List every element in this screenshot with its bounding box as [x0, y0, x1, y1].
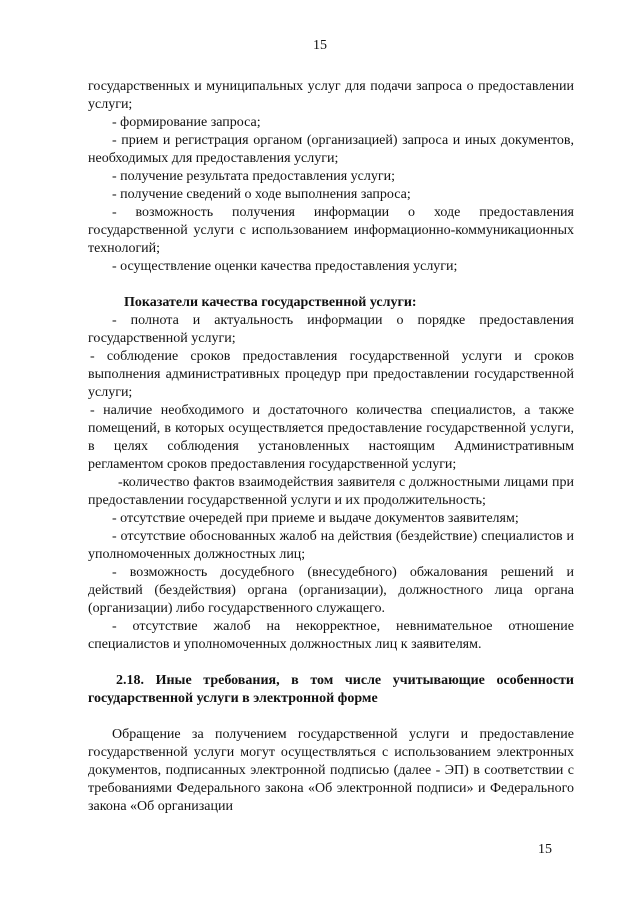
paragraph-continuation: государственных и муниципальных услуг для подачи запроса о предоставлении услуги; [88, 79, 574, 112]
page-number-bottom: 15 [538, 842, 552, 857]
list-item: - наличие необходимого и достаточного количества специалистов, а также помещений, в которых осуществляется предоставление государственной услуги, в целях соблюдения установленных настоящим Административным регламентом сроков предоставления государственной услуги; [88, 403, 574, 472]
section-title-2-18: 2.18. Иные требования, в том числе учитывающие особенности государственной услуги в электронной форме [88, 673, 574, 706]
page-number-top: 15 [313, 38, 327, 53]
list-item: - возможность получения информации о ходе предоставления государственной услуги с использованием информационно-коммуникационных технологий; [88, 205, 574, 256]
list-item: - получение результата предоставления услуги; [112, 169, 395, 184]
quality-indicators-heading: Показатели качества государственной услуги: [124, 295, 417, 310]
list-item: - отсутствие жалоб на некорректное, невнимательное отношение специалистов и уполномоченных должностных лиц к заявителям. [88, 619, 574, 652]
list-item: - полнота и актуальность информации о порядке предоставления государственной услуги; [88, 313, 574, 346]
list-item: - отсутствие обоснованных жалоб на действия (бездействие) специалистов и уполномоченных должностных лиц; [88, 529, 574, 562]
list-item: - отсутствие очередей при приеме и выдаче документов заявителям; [112, 511, 519, 526]
list-item: - прием и регистрация органом (организацией) запроса и иных документов, необходимых для предоставления услуги; [88, 133, 574, 166]
list-item: - возможность досудебного (внесудебного) обжалования решений и действий (бездействия) органа (организации), должностного лица органа (организации) либо государственного служащего. [88, 565, 574, 616]
document-body [88, 78, 574, 816]
list-item: -количество фактов взаимодействия заявителя с должностными лицами при предоставлении государственной услуги и их продолжительность; [88, 475, 574, 508]
paragraph: Обращение за получением государственной услуги и предоставление государственной услуги могут осуществляться с использованием электронных документов, подписанных электронной подписью (далее - ЭП) в соответствии с требованиями Федерального закона «Об электронной подписи» и Федерального закона «Об организации [88, 727, 574, 814]
list-item: - получение сведений о ходе выполнения запроса; [112, 187, 411, 202]
list-item: - формирование запроса; [112, 115, 261, 130]
list-item: - осуществление оценки качества предоставления услуги; [112, 259, 458, 274]
list-item: - соблюдение сроков предоставления государственной услуги и сроков выполнения административных процедур при предоставлении государственной услуги; [88, 349, 574, 400]
